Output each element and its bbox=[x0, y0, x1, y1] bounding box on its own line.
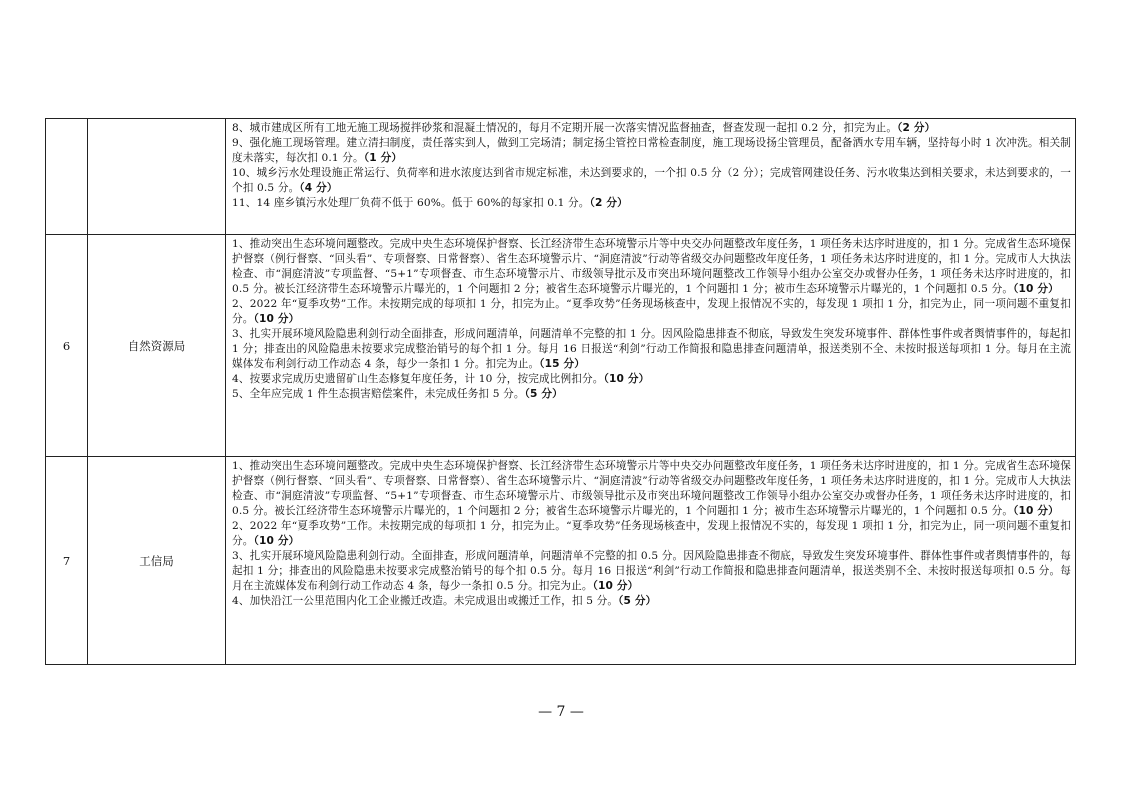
department-cell: 工信局 bbox=[88, 457, 226, 665]
criteria-item: 2、2022 年“夏季攻势”工作。未按期完成的每项扣 1 分，扣完为止。“夏季攻势”任务现场核查中，发现上报情况不实的，每发现 1 项扣 1 分，扣完为止，同一项问题不重复扣分。（10 分） bbox=[232, 520, 1071, 547]
table-row bbox=[46, 119, 1076, 235]
criteria-item: 9、强化施工现场管理。建立清扫制度，责任落实到人，做到工完场清；制定扬尘管控日常检查制度，施工现场设扬尘管理员，配备洒水专用车辆，坚持每小时 1 次冲洗。相关制度未落实，每次扣 0.1 分。（1 分） bbox=[232, 137, 1071, 164]
score-value: （1 分） bbox=[363, 152, 403, 164]
criteria-item: 4、加快沿江一公里范围内化工企业搬迁改造。未完成退出或搬迁工作，扣 5 分。（5 分） bbox=[232, 595, 657, 607]
score-value: （10 分） bbox=[592, 580, 639, 592]
score-value: （15 分） bbox=[539, 358, 585, 370]
criteria-item: 8、城市建成区所有工地无施工现场搅拌砂浆和混凝土情况的，每月不定期开展一次落实情况监督抽查，督查发现一起扣 0.2 分，扣完为止。（2 分） bbox=[232, 122, 936, 134]
criteria-item: 4、按要求完成历史遗留矿山生态修复年度任务，计 10 分，按完成比例扣分。（10 分） bbox=[232, 373, 650, 385]
table-row bbox=[46, 457, 1076, 665]
criteria-cell bbox=[226, 457, 1076, 665]
criteria-item: 2、2022 年“夏季攻势”工作。未按期完成的每项扣 1 分，扣完为止。“夏季攻势”任务现场核查中，发现上报情况不实的，每发现 1 项扣 1 分，扣完为止，同一项问题不重复扣分。（10 分） bbox=[232, 298, 1071, 325]
department-cell: 自然资源局 bbox=[88, 235, 226, 457]
criteria-item: 1、推动突出生态环境问题整改。完成中央生态环境保护督察、长江经济带生态环境警示片等中央交办问题整改年度任务，1 项任务未达序时进度的，扣 1 分。完成省生态环境保护督察（例行督察、“回头看”、专项督察、日常督察）、省生态环境警示片、“洞庭清波”行动等省级交办问题整改年度任务，1 项任务未达序时进度的，扣 1 分。完成市人大执法检查、市“洞庭清波”专项监督、“5+1”专项督查、市生态环境警示片、市级领导批示及市突出环境问题整改工作领导小组办公室交办或督办任务，1 项任务未达序时进度的，扣 0.5 分。被长江经济带生态环境警示片曝光的，1 个问题扣 2 分；被省生态环境警示片曝光的，1 个问题扣 1 分；被市生态环境警示片曝光的，1 个问题扣 0.5 分。（10 分） bbox=[232, 460, 1071, 517]
criteria-item: 10、城乡污水处理设施正常运行、负荷率和进水浓度达到省市规定标准，未达到要求的，一个扣 0.5 分（2 分）；完成管网建设任务、污水收集达到相关要求，未达到要求的，一个扣 0.5 分。（4 分） bbox=[232, 167, 1071, 194]
criteria-item: 1、推动突出生态环境问题整改。完成中央生态环境保护督察、长江经济带生态环境警示片等中央交办问题整改年度任务，1 项任务未达序时进度的，扣 1 分。完成省生态环境保护督察（例行督察、“回头看”、专项督察、日常督察）、省生态环境警示片、“洞庭清波”行动等省级交办问题整改年度任务，1 项任务未达序时进度的，扣 1 分。完成市人大执法检查、市“洞庭清波”专项监督、“5+1”专项督查、市生态环境警示片、市级领导批示及市突出环境问题整改工作领导小组办公室交办或督办任务，1 项任务未达序时进度的，扣 0.5 分。被长江经济带生态环境警示片曝光的，1 个问题扣 2 分；被省生态环境警示片曝光的，1 个问题扣 1 分；被市生态环境警示片曝光的，1 个问题扣 0.5 分。（10 分） bbox=[232, 238, 1071, 295]
score-value: （5 分） bbox=[524, 388, 563, 400]
criteria-cell bbox=[226, 235, 1076, 457]
criteria-item: 3、扎实开展环境风险隐患利剑行动。全面排查，形成问题清单，问题清单不完整的扣 0.5 分。因风险隐患排查不彻底，导致发生突发环境事件、群体性事件或者舆情事件的，每起扣 1 分；排查出的风险隐患未按要求完成整治销号的每个扣 0.5 分。每月 16 日报送“利剑”行动工作简报和隐患排查问题清单，报送类别不全、未按时报送每项扣 0.5 分。每月在主流媒体发布利剑行动工作动态 4 条，每少一条扣 0.5 分。扣完为止。（10 分） bbox=[232, 550, 1071, 592]
score-value: （2 分） bbox=[897, 122, 936, 134]
row-number-cell: 6 bbox=[46, 235, 88, 457]
row-number-cell bbox=[46, 119, 88, 235]
table-row bbox=[46, 235, 1076, 457]
page-number: — 7 — bbox=[538, 704, 584, 720]
score-value: （4 分） bbox=[299, 182, 338, 194]
row-number-cell: 7 bbox=[46, 457, 88, 665]
score-value: （10 分） bbox=[1013, 505, 1059, 517]
assessment-table bbox=[45, 118, 1076, 665]
score-value: （10 分） bbox=[603, 373, 650, 385]
department-cell bbox=[88, 119, 226, 235]
score-value: （10 分） bbox=[253, 313, 300, 325]
score-value: （5 分） bbox=[618, 595, 657, 607]
criteria-item: 3、扎实开展环境风险隐患利剑行动全面排查，形成问题清单，问题清单不完整的扣 1 分。因风险隐患排查不彻底，导致发生突发环境事件、群体性事件或者舆情事件的，每起扣 1 分；排查出的风险隐患未按要求完成整治销号的每个扣 1 分。每月 16 日报送“利剑”行动工作简报和隐患排查问题清单，报送类别不全、未按时报送每项扣 1 分。每月在主流媒体发布利剑行动工作动态 4 条，每少一条扣 1 分。扣完为止。（15 分） bbox=[232, 328, 1071, 370]
criteria-cell bbox=[226, 119, 1076, 235]
criteria-item: 5、全年应完成 1 件生态损害赔偿案件，未完成任务扣 5 分。（5 分） bbox=[232, 388, 563, 400]
score-value: （10 分） bbox=[1013, 283, 1059, 295]
criteria-item: 11、14 座乡镇污水处理厂负荷不低于 60%。低于 60%的每家扣 0.1 分。（2 分） bbox=[232, 197, 628, 209]
score-value: （10 分） bbox=[253, 535, 300, 547]
score-value: （2 分） bbox=[589, 197, 628, 209]
